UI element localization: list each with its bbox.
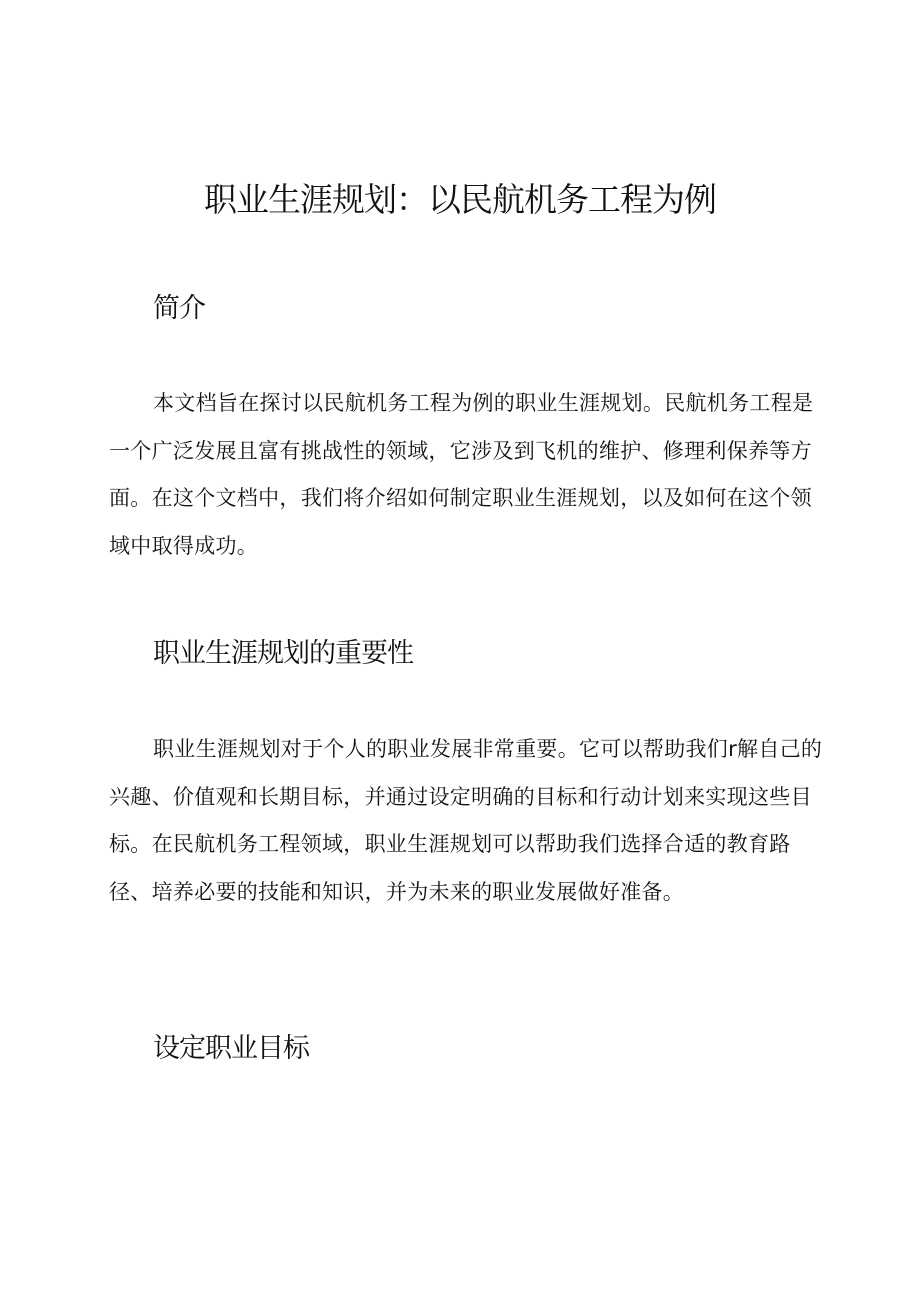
section-heading-introduction: 简介 [153,293,205,324]
section-heading-career-goals: 设定职业目标 [153,1033,309,1064]
section-heading-importance: 职业生涯规划的重要性 [153,638,413,669]
document-title: 职业生涯规划：以民航机务工程为例 [204,180,716,219]
paragraph-introduction: 本文档旨在探讨以民航机务工程为例的职业生涯规划。民航机务工程是一个广泛发展且富有挑战性的领域，它涉及到飞机的维护、修理利保养等方面。在这个文档中，我们将介绍如何制定职业生涯规划，以及如何在这个领域中取得成功。 [109,391,814,558]
paragraph-importance: 职业生涯规划对于个人的职业发展非常重要。它可以帮助我们r解自己的兴趣、价值观和长期目标，并通过设定明确的目标和行动计划来实现这些目标。在民航机务工程领域，职业生涯规划可以帮助我们选择合适的教育路径、培养必要的技能和知识，并为未来的职业发展做好准备。 [109,737,823,904]
